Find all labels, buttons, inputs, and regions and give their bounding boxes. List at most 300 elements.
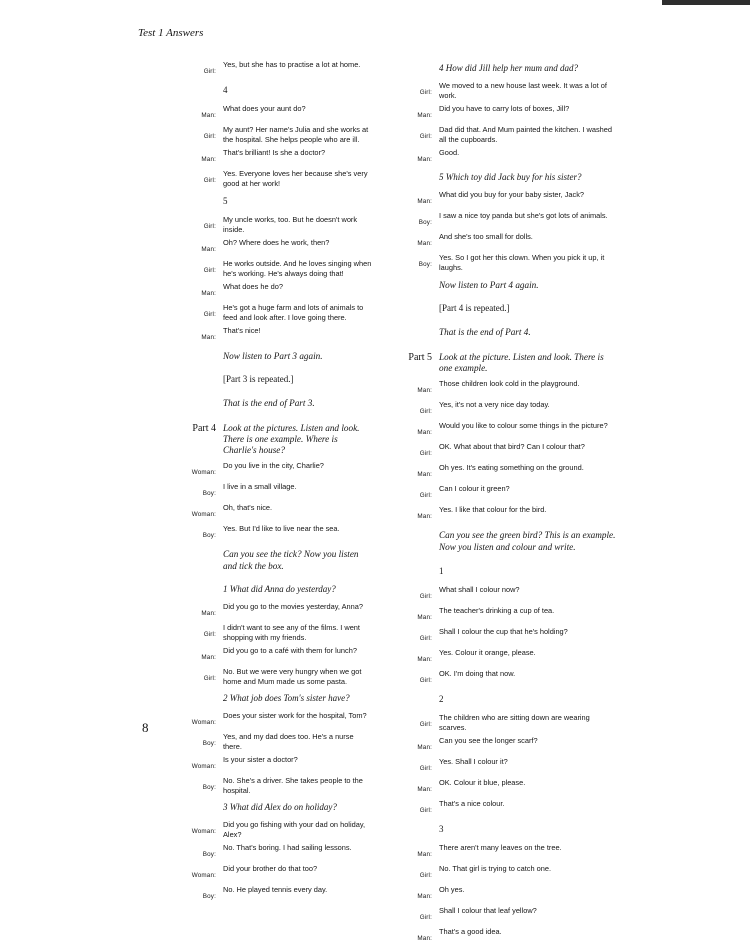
item-number: 4	[223, 85, 228, 95]
dialogue-line: Oh yes.	[439, 885, 465, 894]
content	[223, 885, 372, 895]
transcript-line	[172, 755, 372, 773]
gutter	[396, 463, 432, 481]
content	[223, 326, 372, 336]
dialogue-line: That's nice!	[223, 326, 261, 335]
gutter	[172, 60, 216, 78]
content	[439, 906, 619, 916]
transcript-line	[396, 211, 619, 229]
section-label: Part 5	[408, 352, 432, 363]
content	[439, 169, 619, 187]
transcript-line	[396, 906, 619, 924]
transcript-line	[396, 843, 619, 861]
gutter	[396, 585, 432, 603]
transcript-line	[396, 736, 619, 754]
transcript-inst	[172, 545, 372, 578]
speaker-label: Man:	[201, 654, 216, 661]
section-instruction: Look at the pictures. Listen and look. There is one example. Where is Charlie's house?	[223, 423, 360, 455]
transcript-line	[172, 602, 372, 620]
transcript-num	[396, 562, 619, 582]
content	[223, 732, 372, 752]
dialogue-line: Do you live in the city, Charlie?	[223, 461, 324, 470]
speaker-label: Girl:	[203, 177, 216, 184]
gutter	[396, 347, 432, 365]
content	[439, 379, 619, 389]
gutter	[172, 303, 216, 321]
content	[223, 60, 372, 70]
content	[223, 125, 372, 145]
speaker-label: Girl:	[419, 677, 432, 684]
content	[439, 352, 619, 374]
transcript-line	[172, 711, 372, 729]
content	[223, 820, 372, 840]
gutter	[396, 864, 432, 882]
instruction: Now listen to Part 3 again.	[223, 351, 323, 361]
transcript-line	[396, 148, 619, 166]
speaker-label: Girl:	[203, 311, 216, 318]
content	[439, 211, 619, 221]
transcript-line	[396, 885, 619, 903]
gutter	[172, 259, 216, 277]
transcript-line	[172, 148, 372, 166]
gutter	[172, 326, 216, 344]
transcript-line	[396, 713, 619, 733]
transcript-line	[172, 104, 372, 122]
item-number: 2	[439, 694, 444, 704]
gutter	[396, 713, 432, 731]
dialogue-line: I didn't want to see any of the films. I went shopping with my friends.	[223, 623, 360, 642]
speaker-label: Man:	[201, 290, 216, 297]
repeat-note: [Part 3 is repeated.]	[223, 374, 294, 384]
transcript-line	[172, 282, 372, 300]
speaker-label: Woman:	[191, 719, 216, 726]
dialogue-line: What did you buy for your baby sister, Jack?	[439, 190, 585, 199]
transcript-line	[172, 482, 372, 500]
transcript-line	[396, 232, 619, 250]
gutter	[396, 104, 432, 122]
content	[439, 60, 619, 78]
content	[439, 820, 619, 840]
content	[223, 646, 372, 656]
dialogue-line: Did you go fishing with your dad on holiday, Alex?	[223, 820, 366, 839]
gutter	[172, 503, 216, 521]
speaker-label: Girl:	[419, 492, 432, 499]
dialogue-line: Can you see the longer scarf?	[439, 736, 538, 745]
speaker-label: Girl:	[419, 721, 432, 728]
speaker-label: Girl:	[419, 133, 432, 140]
transcript-line	[172, 238, 372, 256]
gutter	[172, 125, 216, 143]
transcript-line	[172, 646, 372, 664]
content	[223, 482, 372, 492]
content	[223, 347, 372, 368]
transcript-line	[396, 505, 619, 523]
speaker-label: Boy:	[202, 532, 216, 539]
transcript-line	[172, 215, 372, 235]
speaker-label: Girl:	[203, 631, 216, 638]
transcript-inst	[396, 526, 619, 559]
dialogue-line: Did your brother do that too?	[223, 864, 318, 873]
left-column	[172, 60, 372, 906]
content	[439, 323, 619, 344]
content	[439, 442, 619, 452]
dialogue-line: Dad did that. And Mum painted the kitchen. I washed all the cupboards.	[439, 125, 612, 144]
top-edge-rule	[662, 0, 750, 5]
dialogue-line: Yes. I like that colour for the bird.	[439, 505, 547, 514]
transcript-line	[396, 627, 619, 645]
transcript-q	[396, 169, 619, 187]
speaker-label: Man:	[417, 851, 432, 858]
content	[439, 276, 619, 297]
content	[223, 524, 372, 534]
speaker-label: Man:	[201, 112, 216, 119]
dialogue-line: Shall I colour that leaf yellow?	[439, 906, 537, 915]
speaker-label: Man:	[417, 429, 432, 436]
gutter	[172, 667, 216, 685]
speaker-label: Man:	[417, 198, 432, 205]
dialogue-line: Shall I colour the cup that he's holding?	[439, 627, 568, 636]
speaker-label: Man:	[417, 935, 432, 942]
transcript-line	[396, 379, 619, 397]
content	[439, 757, 619, 767]
transcript-line	[172, 303, 372, 323]
transcript-line	[172, 843, 372, 861]
speaker-label: Girl:	[419, 450, 432, 457]
content	[223, 104, 372, 114]
dialogue-line: OK. Colour it blue, please.	[439, 778, 526, 787]
speaker-label: Woman:	[191, 511, 216, 518]
content	[223, 667, 372, 687]
content	[223, 303, 372, 323]
transcript-line	[396, 778, 619, 796]
transcript-section	[172, 418, 372, 456]
speaker-label: Man:	[201, 246, 216, 253]
gutter	[396, 211, 432, 229]
gutter	[172, 282, 216, 300]
content	[223, 81, 372, 101]
dialogue-line: And she's too small for dolls.	[439, 232, 533, 241]
speaker-label: Girl:	[419, 807, 432, 814]
content	[439, 421, 619, 431]
gutter	[396, 736, 432, 754]
content	[439, 736, 619, 746]
item-number: 5	[223, 196, 228, 206]
transcript-line	[396, 799, 619, 817]
speaker-label: Boy:	[418, 261, 432, 268]
content	[439, 669, 619, 679]
transcript-inst	[172, 394, 372, 415]
speaker-label: Man:	[417, 614, 432, 621]
content	[439, 505, 619, 515]
page-number: 8	[142, 720, 149, 735]
transcript-rep	[172, 371, 372, 391]
content	[439, 400, 619, 410]
transcript-line	[396, 669, 619, 687]
dialogue-line: Yes. But I'd like to live near the sea.	[223, 524, 340, 533]
item-number: 3	[439, 824, 444, 834]
gutter	[396, 778, 432, 796]
gutter	[172, 482, 216, 500]
transcript-line	[396, 757, 619, 775]
transcript-line	[172, 864, 372, 882]
transcript-line	[396, 864, 619, 882]
dialogue-line: No. She's a driver. She takes people to the hospital.	[223, 776, 363, 795]
transcript-inst	[396, 276, 619, 297]
transcript-section	[396, 347, 619, 374]
gutter	[396, 253, 432, 271]
gutter	[396, 400, 432, 418]
content	[439, 148, 619, 158]
dialogue-line: I live in a small village.	[223, 482, 297, 491]
dialogue-line: He works outside. And he loves singing when he's working. He's always doing that!	[223, 259, 372, 278]
speaker-label: Man:	[417, 744, 432, 751]
content	[439, 253, 619, 273]
gutter	[172, 602, 216, 620]
speaker-label: Man:	[201, 156, 216, 163]
instruction: That is the end of Part 4.	[439, 327, 531, 337]
content	[439, 81, 619, 101]
content	[223, 238, 372, 248]
gutter	[396, 379, 432, 397]
gutter	[172, 646, 216, 664]
speaker-label: Man:	[417, 387, 432, 394]
speaker-label: Girl:	[419, 593, 432, 600]
content	[439, 125, 619, 145]
dialogue-line: Good.	[439, 148, 460, 157]
dialogue-line: That's a nice colour.	[439, 799, 505, 808]
gutter	[396, 927, 432, 945]
transcript-line	[396, 104, 619, 122]
content	[223, 776, 372, 796]
content	[439, 799, 619, 809]
question-heading: 1 What did Anna do yesterday?	[223, 584, 336, 594]
gutter	[172, 461, 216, 479]
dialogue-line: Those children look cold in the playground.	[439, 379, 580, 388]
speaker-label: Girl:	[419, 408, 432, 415]
content	[223, 503, 372, 513]
content	[439, 526, 619, 559]
content	[439, 713, 619, 733]
instruction: That is the end of Part 3.	[223, 398, 315, 408]
speaker-label: Man:	[417, 471, 432, 478]
dialogue-line: My uncle works, too. But he doesn't work inside.	[223, 215, 358, 234]
gutter	[396, 442, 432, 460]
dialogue-line: He's got a huge farm and lots of animals to feed and look after. I love going there.	[223, 303, 364, 322]
transcript-line	[172, 259, 372, 279]
content	[439, 778, 619, 788]
dialogue-line: Does your sister work for the hospital, Tom?	[223, 711, 367, 720]
gutter	[396, 627, 432, 645]
speaker-label: Woman:	[191, 828, 216, 835]
speaker-label: Girl:	[203, 675, 216, 682]
running-header: Test 1 Answers	[138, 27, 204, 39]
dialogue-line: Is your sister a doctor?	[223, 755, 298, 764]
transcript-num	[172, 192, 372, 212]
speaker-label: Man:	[201, 334, 216, 341]
gutter	[396, 421, 432, 439]
instruction: Now listen to Part 4 again.	[439, 280, 539, 290]
gutter	[396, 232, 432, 250]
speaker-label: Man:	[417, 156, 432, 163]
transcript-num	[172, 81, 372, 101]
transcript-rep	[396, 300, 619, 320]
transcript-line	[172, 60, 372, 78]
gutter	[396, 81, 432, 99]
speaker-label: Girl:	[203, 267, 216, 274]
speaker-label: Woman:	[191, 469, 216, 476]
dialogue-line: Oh? Where does he work, then?	[223, 238, 330, 247]
speaker-label: Boy:	[202, 851, 216, 858]
gutter	[396, 648, 432, 666]
speaker-label: Girl:	[419, 914, 432, 921]
speaker-label: Man:	[417, 240, 432, 247]
transcript-line	[396, 400, 619, 418]
content	[439, 562, 619, 582]
content	[223, 461, 372, 471]
dialogue-line: There aren't many leaves on the tree.	[439, 843, 562, 852]
speaker-label: Boy:	[202, 740, 216, 747]
dialogue-line: Yes. Shall I colour it?	[439, 757, 508, 766]
dialogue-line: I saw a nice toy panda but she's got lots of animals.	[439, 211, 608, 220]
transcript-line	[172, 125, 372, 145]
dialogue-line: What does your aunt do?	[223, 104, 306, 113]
dialogue-line: No. That girl is trying to catch one.	[439, 864, 552, 873]
transcript-line	[172, 326, 372, 344]
gutter	[396, 125, 432, 143]
dialogue-line: What does he do?	[223, 282, 283, 291]
gutter	[172, 711, 216, 729]
gutter	[172, 104, 216, 122]
dialogue-line: That's a good idea.	[439, 927, 502, 936]
content	[439, 885, 619, 895]
dialogue-line: No. But we were very hungry when we got home and Mum made us some pasta.	[223, 667, 362, 686]
dialogue-line: OK. I'm doing that now.	[439, 669, 516, 678]
content	[223, 169, 372, 189]
content	[439, 927, 619, 937]
speaker-label: Girl:	[419, 89, 432, 96]
transcript-q	[172, 581, 372, 599]
transcript-line	[172, 169, 372, 189]
content	[223, 371, 372, 391]
speaker-label: Boy:	[202, 784, 216, 791]
transcript-num	[396, 690, 619, 710]
content	[439, 104, 619, 114]
speaker-label: Man:	[417, 656, 432, 663]
transcript-line	[396, 253, 619, 273]
speaker-label: Man:	[417, 112, 432, 119]
gutter	[396, 669, 432, 687]
content	[439, 232, 619, 242]
gutter	[172, 885, 216, 903]
dialogue-line: No. He played tennis every day.	[223, 885, 328, 894]
dialogue-line: Yes, but she has to practise a lot at home.	[223, 60, 361, 69]
content	[439, 190, 619, 200]
transcript-q	[172, 690, 372, 708]
dialogue-line: Oh yes. It's eating something on the ground.	[439, 463, 584, 472]
gutter	[172, 843, 216, 861]
gutter	[396, 799, 432, 817]
speaker-label: Man:	[201, 610, 216, 617]
content	[439, 690, 619, 710]
transcript-num	[396, 820, 619, 840]
gutter	[172, 169, 216, 187]
gutter	[396, 148, 432, 166]
speaker-label: Boy:	[202, 893, 216, 900]
speaker-label: Man:	[417, 893, 432, 900]
speaker-label: Girl:	[419, 635, 432, 642]
transcript-line	[396, 648, 619, 666]
content	[223, 148, 372, 158]
dialogue-line: The teacher's drinking a cup of tea.	[439, 606, 555, 615]
speaker-label: Woman:	[191, 872, 216, 879]
transcript-q	[396, 60, 619, 78]
transcript-line	[172, 820, 372, 840]
transcript-inst	[396, 323, 619, 344]
question-heading: 2 What job does Tom's sister have?	[223, 693, 350, 703]
gutter	[172, 215, 216, 233]
content	[439, 606, 619, 616]
transcript-line	[396, 190, 619, 208]
transcript-q	[172, 799, 372, 817]
content	[223, 602, 372, 612]
right-column	[396, 60, 619, 948]
gutter	[396, 757, 432, 775]
transcript-line	[172, 667, 372, 687]
content	[223, 192, 372, 212]
gutter	[396, 843, 432, 861]
gutter	[172, 238, 216, 256]
dialogue-line: Can I colour it green?	[439, 484, 510, 493]
content	[223, 215, 372, 235]
content	[439, 484, 619, 494]
transcript-line	[396, 927, 619, 945]
speaker-label: Girl:	[419, 765, 432, 772]
section-label: Part 4	[192, 423, 216, 434]
transcript-line	[396, 421, 619, 439]
speaker-label: Girl:	[203, 68, 216, 75]
content	[223, 623, 372, 643]
content	[223, 711, 372, 721]
content	[223, 864, 372, 874]
transcript-line	[396, 463, 619, 481]
question-heading: 5 Which toy did Jack buy for his sister?	[439, 172, 582, 182]
content	[223, 581, 372, 599]
content	[223, 423, 372, 456]
repeat-note: [Part 4 is repeated.]	[439, 303, 510, 313]
speaker-label: Boy:	[418, 219, 432, 226]
transcript-line	[396, 585, 619, 603]
content	[223, 690, 372, 708]
gutter	[172, 524, 216, 542]
gutter	[172, 755, 216, 773]
transcript-line	[172, 524, 372, 542]
dialogue-line: Did you go to the movies yesterday, Anna?	[223, 602, 363, 611]
dialogue-line: Yes. So I got her this clown. When you pick it up, it laughs.	[439, 253, 605, 272]
content	[439, 585, 619, 595]
transcript-line	[396, 442, 619, 460]
transcript-line	[172, 732, 372, 752]
question-heading: 3 What did Alex do on holiday?	[223, 802, 337, 812]
transcript-line	[172, 885, 372, 903]
speaker-label: Boy:	[202, 490, 216, 497]
gutter	[396, 606, 432, 624]
content	[439, 300, 619, 320]
gutter	[172, 864, 216, 882]
speaker-label: Man:	[417, 786, 432, 793]
content	[223, 259, 372, 279]
transcript-line	[172, 461, 372, 479]
gutter	[172, 148, 216, 166]
